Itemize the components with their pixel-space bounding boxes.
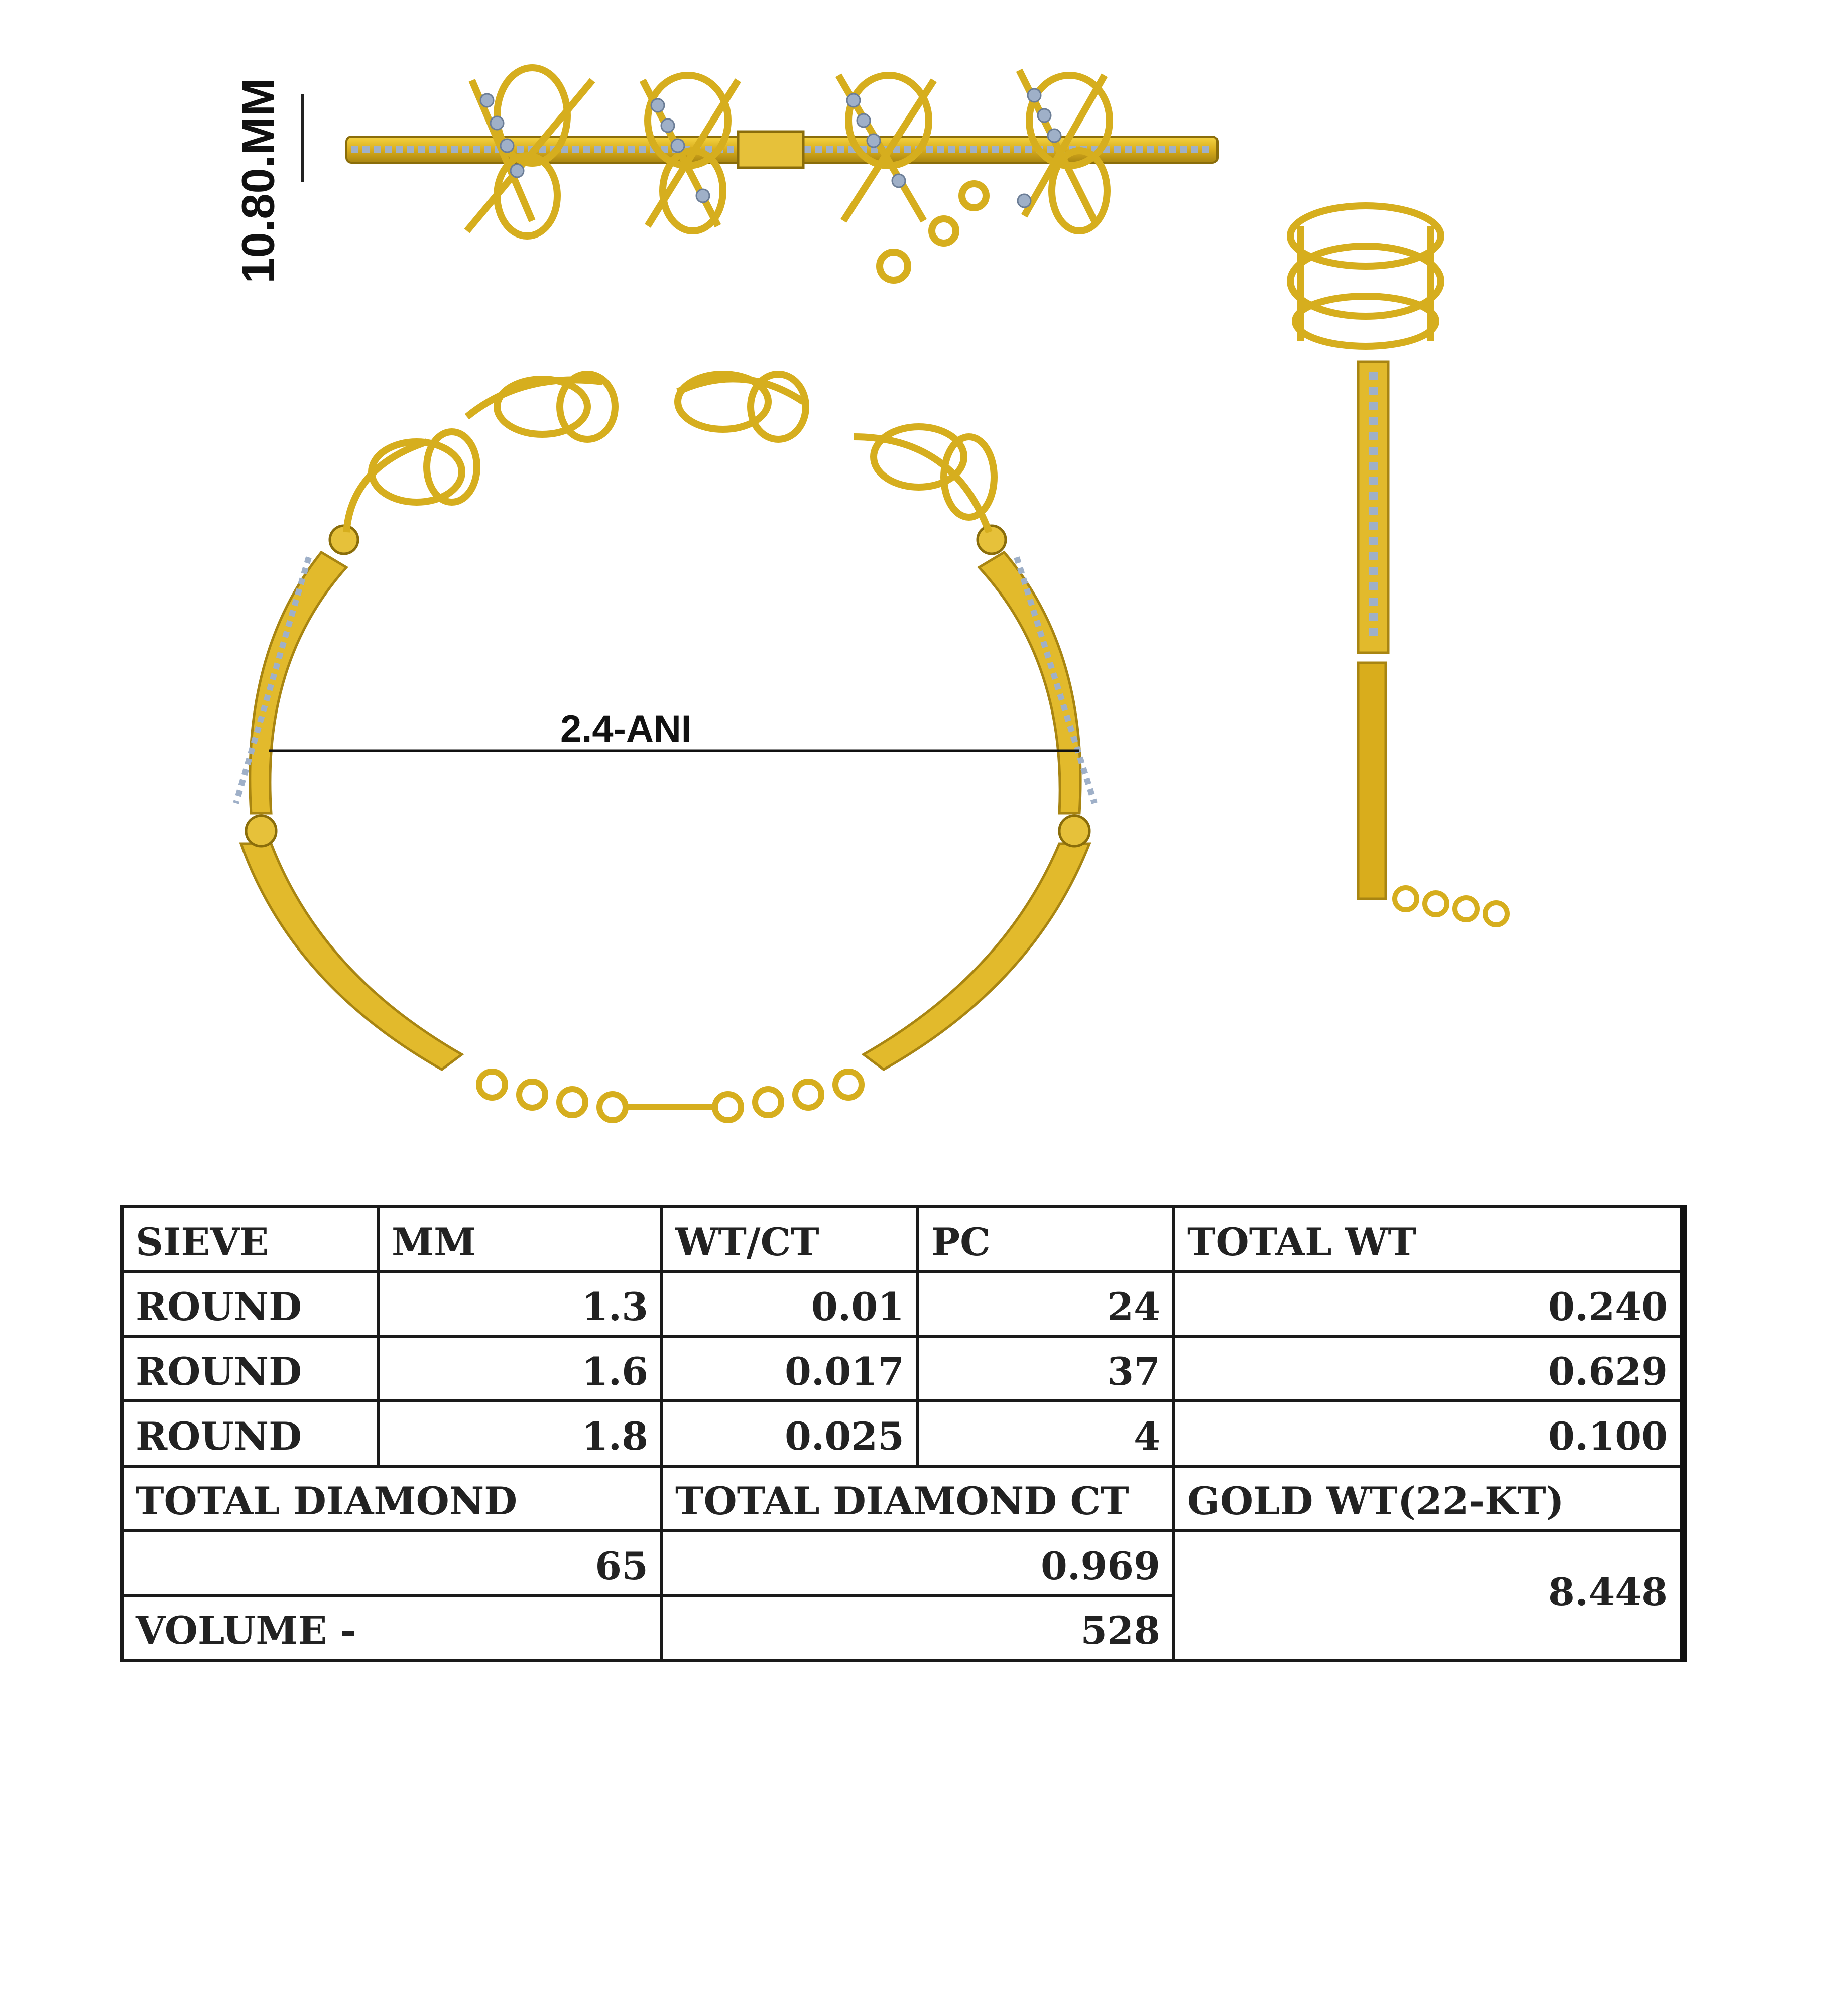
table-row [122, 1401, 1683, 1466]
cell-wt-ct: 0.017 [662, 1336, 918, 1401]
table-row [122, 1336, 1683, 1401]
diameter-label: 2.4-ANI [560, 707, 692, 750]
header-wt-ct: WT/CT [662, 1207, 918, 1271]
header-pc: PC [918, 1207, 1174, 1271]
cell-sieve: ROUND [122, 1401, 378, 1466]
totals-header-row [122, 1466, 1683, 1531]
height-label: 10.80.MM [232, 78, 284, 284]
total-diamond-ct-label: TOTAL DIAMOND CT [662, 1466, 1174, 1531]
volume-label: VOLUME - [122, 1596, 662, 1661]
cell-wt-ct: 0.01 [662, 1271, 918, 1336]
bangle-chain [479, 1072, 862, 1120]
cell-mm: 1.6 [378, 1336, 662, 1401]
table-header-row [122, 1207, 1683, 1271]
cell-pc: 37 [918, 1336, 1174, 1401]
cell-total-wt: 0.240 [1174, 1271, 1683, 1336]
cell-pc: 24 [918, 1271, 1174, 1336]
gold-wt-label: GOLD WT(22-KT) [1174, 1466, 1683, 1531]
header-sieve: SIEVE [122, 1207, 378, 1271]
cell-sieve: ROUND [122, 1271, 378, 1336]
cell-sieve: ROUND [122, 1336, 378, 1401]
cell-mm: 1.3 [378, 1271, 662, 1336]
header-total-wt: TOTAL WT [1174, 1207, 1683, 1271]
cell-total-wt: 0.629 [1174, 1336, 1683, 1401]
total-diamond-label: TOTAL DIAMOND [122, 1466, 662, 1531]
side-view-illustration [0, 0, 1825, 1004]
volume-value: 528 [662, 1596, 1174, 1661]
diamond-spec-table [120, 1205, 1687, 1662]
totals-value-row [122, 1531, 1683, 1596]
table-row [122, 1271, 1683, 1336]
cell-pc: 4 [918, 1401, 1174, 1466]
cell-wt-ct: 0.025 [662, 1401, 918, 1466]
total-diamond-ct-value: 0.969 [662, 1531, 1174, 1596]
total-diamond-value: 65 [122, 1531, 662, 1596]
cell-total-wt: 0.100 [1174, 1401, 1683, 1466]
header-mm: MM [378, 1207, 662, 1271]
cell-mm: 1.8 [378, 1401, 662, 1466]
gold-wt-value: 8.448 [1174, 1531, 1683, 1661]
